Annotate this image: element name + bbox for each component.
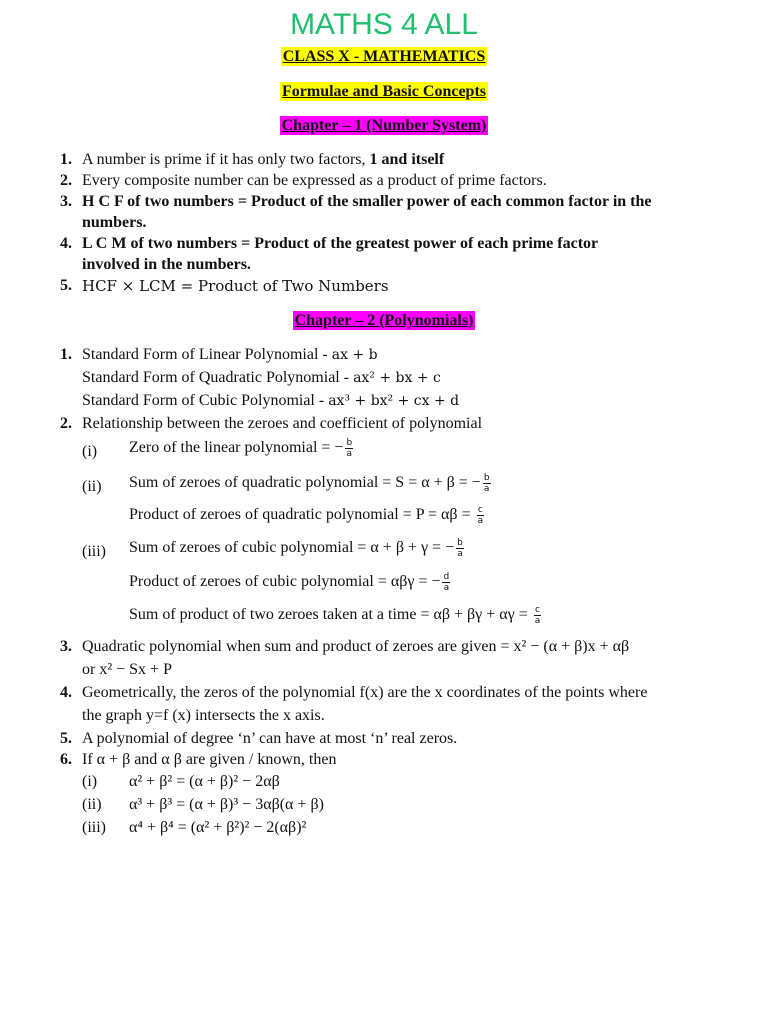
ch2-sum-cubic-text: Sum of zeroes of cubic polynomial = α + β + γ = − [129, 539, 455, 557]
ch2-quadratic-form [82, 368, 441, 388]
ch2-item-5: A polynomial of degree ‘n’ can have at most ‘n’ real zeros. [82, 730, 458, 747]
ch2-num-5: 5. [60, 730, 72, 747]
ch2-zero-linear [129, 438, 353, 459]
ch2-linear-form [82, 345, 378, 365]
ch2-item-6-i-label: (i) [82, 773, 98, 790]
ch1-num-4: 4. [60, 235, 72, 252]
ch2-cubic-label: Standard Form of Cubic Polynomial - [82, 392, 329, 409]
ch1-item-2: Every composite number can be expressed as a product of prime factors. [82, 172, 547, 189]
ch2-item-3-line1: Quadratic polynomial when sum and product of zeroes are given = x² − (α + β)x + αβ [82, 638, 630, 655]
ch2-item-6-iii: α⁴ + β⁴ = (α² + β²)² − 2(αβ)² [129, 819, 307, 836]
ch2-linear-label: Standard Form of Linear Polynomial - [82, 346, 332, 363]
frac-num: b [483, 473, 490, 483]
ch1-num-2: 2. [60, 172, 72, 189]
frac-den: a [457, 549, 463, 559]
ch2-roman-iii: (iii) [82, 543, 106, 560]
frac-b-over-a [345, 438, 353, 459]
ch2-item-6-ii: α³ + β³ = (α + β)³ − 3αβ(α + β) [129, 796, 324, 813]
ch2-num-6: 6. [60, 751, 72, 768]
frac-den: a [443, 583, 450, 593]
ch1-num-3: 3. [60, 193, 72, 210]
ch2-cubic-expr: ax³ + bx² + cx + d [328, 393, 460, 409]
ch2-sum-cubic [129, 538, 464, 559]
frac-den: a [477, 516, 484, 526]
subtitle: Formulae and Basic Concepts [282, 83, 486, 100]
ch2-sum-product-cubic [129, 605, 541, 626]
ch1-item-4-line2: involved in the numbers. [82, 256, 251, 273]
ch1-item-4-line1: L C M of two numbers = Product of the greatest power of each prime factor [82, 235, 599, 252]
ch2-sum-product-cubic-text: Sum of product of two zeroes taken at a time = αβ + βγ + αγ = [129, 606, 532, 624]
frac-den: a [346, 449, 353, 459]
frac-num: c [535, 605, 540, 615]
ch2-item-4-line1: Geometrically, the zeros of the polynomial f(x) are the x coordinates of the points where [82, 684, 648, 701]
ch1-num-5: 5. [60, 277, 72, 294]
frac-c-over-a [534, 605, 542, 626]
ch2-num-1: 1. [60, 346, 72, 363]
chapter2-title-wrap [0, 312, 768, 330]
ch1-num-1: 1. [60, 151, 72, 168]
frac-num: c [477, 505, 483, 515]
ch2-relationship: Relationship between the zeroes and coefficient of polynomial [82, 415, 483, 432]
frac-num: b [346, 438, 353, 448]
ch2-product-cubic [129, 572, 450, 593]
ch2-item-4-line2: the graph y=f (x) intersects the x axis. [82, 707, 325, 724]
ch2-item-6-iii-label: (iii) [82, 819, 106, 836]
class-title: CLASS X - MATHEMATICS [282, 48, 486, 65]
class-title-wrap [0, 48, 768, 66]
chapter2-title: Chapter – 2 (Polynomials) [294, 312, 474, 329]
frac-c-over-a [477, 505, 485, 526]
frac-b-over-a [456, 538, 464, 559]
ch2-quadratic-label: Standard Form of Quadratic Polynomial - [82, 369, 354, 386]
ch2-cubic-form [82, 391, 459, 411]
frac-b-over-a [483, 473, 491, 494]
ch1-item-1-bold: 1 and itself [369, 151, 445, 168]
chapter1-title-wrap [0, 117, 768, 135]
ch1-item-1-text: A number is prime if it has only two factors, [82, 151, 370, 168]
ch2-num-4: 4. [60, 684, 72, 701]
subtitle-wrap [0, 83, 768, 101]
ch2-item-3-line2: or x² − Sx + P [82, 661, 172, 678]
ch1-item-3-line1: H C F of two numbers = Product of the smaller power of each common factor in the [82, 193, 652, 210]
frac-num: b [457, 538, 463, 548]
ch2-quadratic-expr: ax² + bx + c [353, 370, 441, 386]
ch2-roman-i: (i) [82, 443, 98, 460]
ch2-num-2: 2. [60, 415, 72, 432]
ch2-num-3: 3. [60, 638, 72, 655]
ch1-item-3-line2: numbers. [82, 214, 147, 231]
frac-den: a [483, 484, 490, 494]
ch2-sum-quadratic-text: Sum of zeroes of quadratic polynomial = S = α + β = − [129, 474, 481, 492]
ch2-sum-quadratic [129, 473, 491, 494]
frac-d-over-a [442, 572, 450, 593]
ch2-linear-expr: ax + b [331, 347, 378, 363]
ch2-item-6: If α + β and α β are given / known, then [82, 751, 337, 768]
chapter1-title: Chapter – 1 (Number System) [281, 117, 487, 134]
ch1-item-1 [82, 150, 444, 170]
site-title: MATHS 4 ALL [290, 8, 478, 41]
frac-num: d [443, 572, 450, 582]
ch2-product-cubic-text: Product of zeroes of cubic polynomial = αβγ = − [129, 573, 441, 591]
frac-den: a [534, 616, 541, 626]
ch2-item-6-ii-label: (ii) [82, 796, 102, 813]
ch1-item-5: HCF × LCM = Product of Two Numbers [82, 277, 389, 295]
ch2-zero-linear-text: Zero of the linear polynomial = − [129, 439, 344, 457]
ch2-product-quadratic [129, 505, 484, 526]
ch2-product-quadratic-text: Product of zeroes of quadratic polynomial = P = αβ = [129, 506, 475, 524]
ch2-item-6-i: α² + β² = (α + β)² − 2αβ [129, 773, 280, 790]
ch2-roman-ii: (ii) [82, 478, 102, 495]
